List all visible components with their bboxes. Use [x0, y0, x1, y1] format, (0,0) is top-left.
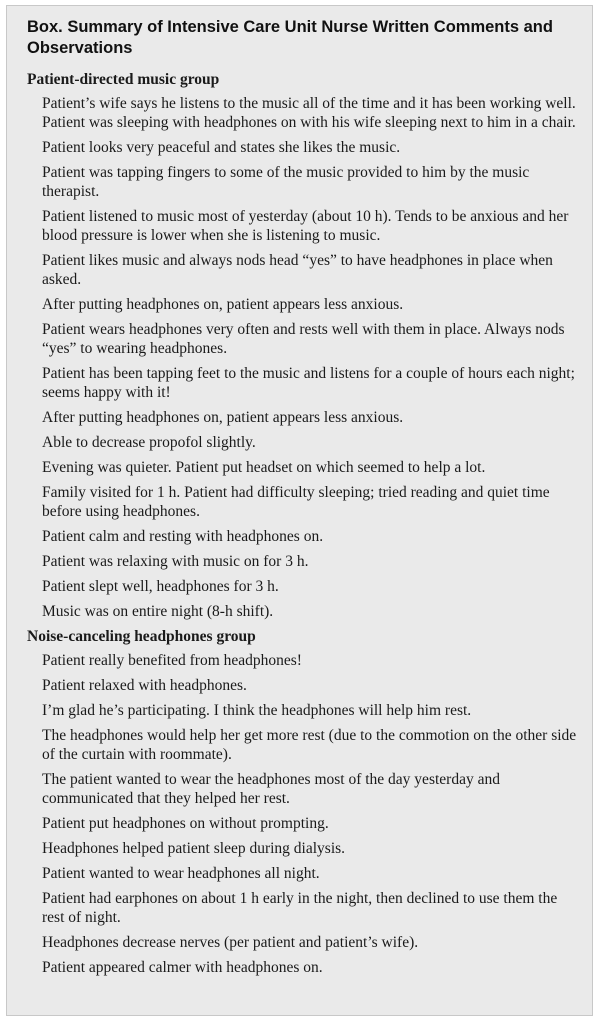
- comment-item: Patient was tapping fingers to some of the music provided to him by the music therapist.: [42, 164, 530, 200]
- group-noise-canceling-headphones: [7, 627, 594, 977]
- box-title: Box. Summary of Intensive Care Unit Nurse Written Comments and Observations: [27, 18, 553, 57]
- comment-item: The headphones would help her get more rest (due to the commotion on the other side of the curtain with roommate).: [42, 727, 577, 763]
- comment-item: Evening was quieter. Patient put headset on which seemed to help a lot.: [42, 459, 486, 476]
- group-heading: Patient-directed music group: [27, 71, 220, 88]
- box-content: [7, 70, 594, 983]
- comment-item: Patient has been tapping feet to the music and listens for a couple of hours each night; seems happy with it!: [42, 365, 575, 401]
- comment-item: The patient wanted to wear the headphones most of the day yesterday and communicated that they helped her rest.: [42, 771, 500, 807]
- comment-item: Music was on entire night (8-h shift).: [42, 603, 274, 620]
- comment-item: After putting headphones on, patient appears less anxious.: [42, 296, 404, 313]
- comment-item: Patient really benefited from headphones!: [42, 652, 302, 669]
- comment-item: Patient looks very peaceful and states she likes the music.: [42, 139, 401, 156]
- comment-item: Patient listened to music most of yesterday (about 10 h). Tends to be anxious and her blood pressure is lower when she is listening to music.: [42, 208, 569, 244]
- comment-item: Patient was relaxing with music on for 3 h.: [42, 553, 309, 570]
- comment-item: Patient calm and resting with headphones on.: [42, 528, 324, 545]
- comment-item: Patient put headphones on without prompting.: [42, 815, 329, 832]
- comment-item: After putting headphones on, patient appears less anxious.: [42, 409, 404, 426]
- group-heading: Noise-canceling headphones group: [27, 628, 256, 645]
- comment-item: Headphones decrease nerves (per patient and patient’s wife).: [42, 934, 419, 951]
- comment-item: Patient slept well, headphones for 3 h.: [42, 578, 279, 595]
- group-patient-directed-music: [7, 70, 594, 621]
- comment-item: Patient’s wife says he listens to the music all of the time and it has been working well. Patient was sleeping with headphones on with his wife sleeping next to him in a chair.: [42, 95, 576, 131]
- comment-item: Patient likes music and always nods head “yes” to have headphones in place when asked.: [42, 252, 553, 288]
- comment-item: Patient had earphones on about 1 h early in the night, then declined to use them the rest of night.: [42, 890, 558, 926]
- comment-list: [7, 94, 594, 621]
- comment-item: Headphones helped patient sleep during dialysis.: [42, 840, 346, 857]
- comment-item: Able to decrease propofol slightly.: [42, 434, 256, 451]
- comment-item: Patient wears headphones very often and rests well with them in place. Always nods “yes” to wearing headphones.: [42, 321, 565, 357]
- comment-item: Patient relaxed with headphones.: [42, 677, 247, 694]
- comment-item: Patient appeared calmer with headphones on.: [42, 959, 323, 976]
- comment-item: Patient wanted to wear headphones all night.: [42, 865, 320, 882]
- comment-item: I’m glad he’s participating. I think the headphones will help him rest.: [42, 702, 472, 719]
- summary-box: [6, 5, 593, 1016]
- comment-item: Family visited for 1 h. Patient had difficulty sleeping; tried reading and quiet time before using headphones.: [42, 484, 550, 520]
- comment-list: [7, 651, 594, 977]
